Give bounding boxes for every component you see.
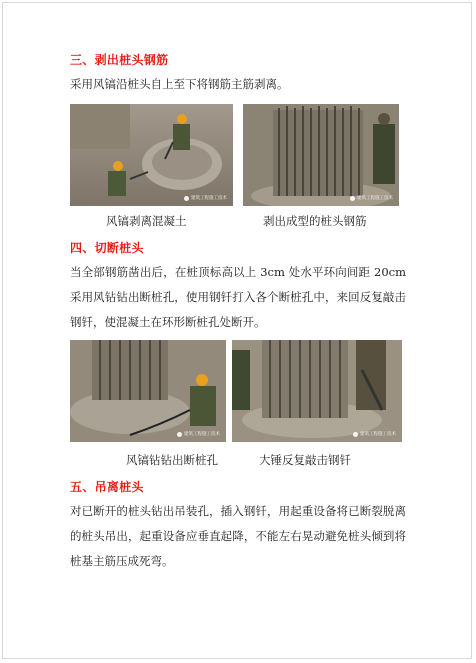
watermark — [353, 431, 396, 437]
watermark-text: 建筑工程施工技术 — [357, 196, 393, 201]
wechat-icon — [177, 432, 182, 437]
section-paragraph-3: 采用风镐沿桩头自上至下将钢筋主筋剥离。 — [70, 77, 289, 91]
photo-hammering-steel-rod — [232, 340, 402, 442]
wechat-icon — [184, 196, 189, 201]
photo-drilling-cut-holes — [70, 340, 226, 442]
caption-stripped-rebar: 剥出成型的桩头钢筋 — [263, 214, 367, 228]
watermark-text: 建筑工程施工技术 — [360, 432, 396, 437]
photo-stripped-rebar — [243, 104, 399, 206]
photo-pneumatic-pick-stripping — [70, 104, 233, 206]
caption-pneumatic-pick: 风镐剥离混凝土 — [106, 214, 187, 228]
watermark-text: 建筑工程施工技术 — [184, 432, 220, 437]
watermark — [350, 195, 393, 201]
wechat-icon — [353, 432, 358, 437]
section-heading-4: 四、切断桩头 — [70, 241, 144, 255]
watermark-text: 建筑工程施工技术 — [191, 196, 227, 201]
caption-drilling: 风镐钻钻出断桩孔 — [126, 453, 218, 467]
watermark — [177, 431, 220, 437]
section-paragraph-5: 对已断开的桩头钻出吊装孔，插入钢钎，用起重设备将已断裂脱离的桩头吊出，起重设备应垂直起降，不能左右晃动避免桩头倾到将桩基主筋压成死弯。 — [70, 504, 406, 568]
section-heading-5: 五、吊离桩头 — [70, 480, 144, 494]
watermark — [184, 195, 227, 201]
section-paragraph-4: 当全部钢筋凿出后，在桩顶标高以上 3cm 处水平环向间距 20cm 采用风钻钻出断桩孔，使用钢钎打入各个断桩孔中，来回反复敲击钢钎，使混凝土在环形断桩孔处断开。 — [70, 265, 406, 329]
wechat-icon — [350, 196, 355, 201]
section-heading-3: 三、剥出桩头钢筋 — [70, 53, 169, 67]
caption-hammering: 大锤反复敲击钢钎 — [259, 453, 351, 467]
